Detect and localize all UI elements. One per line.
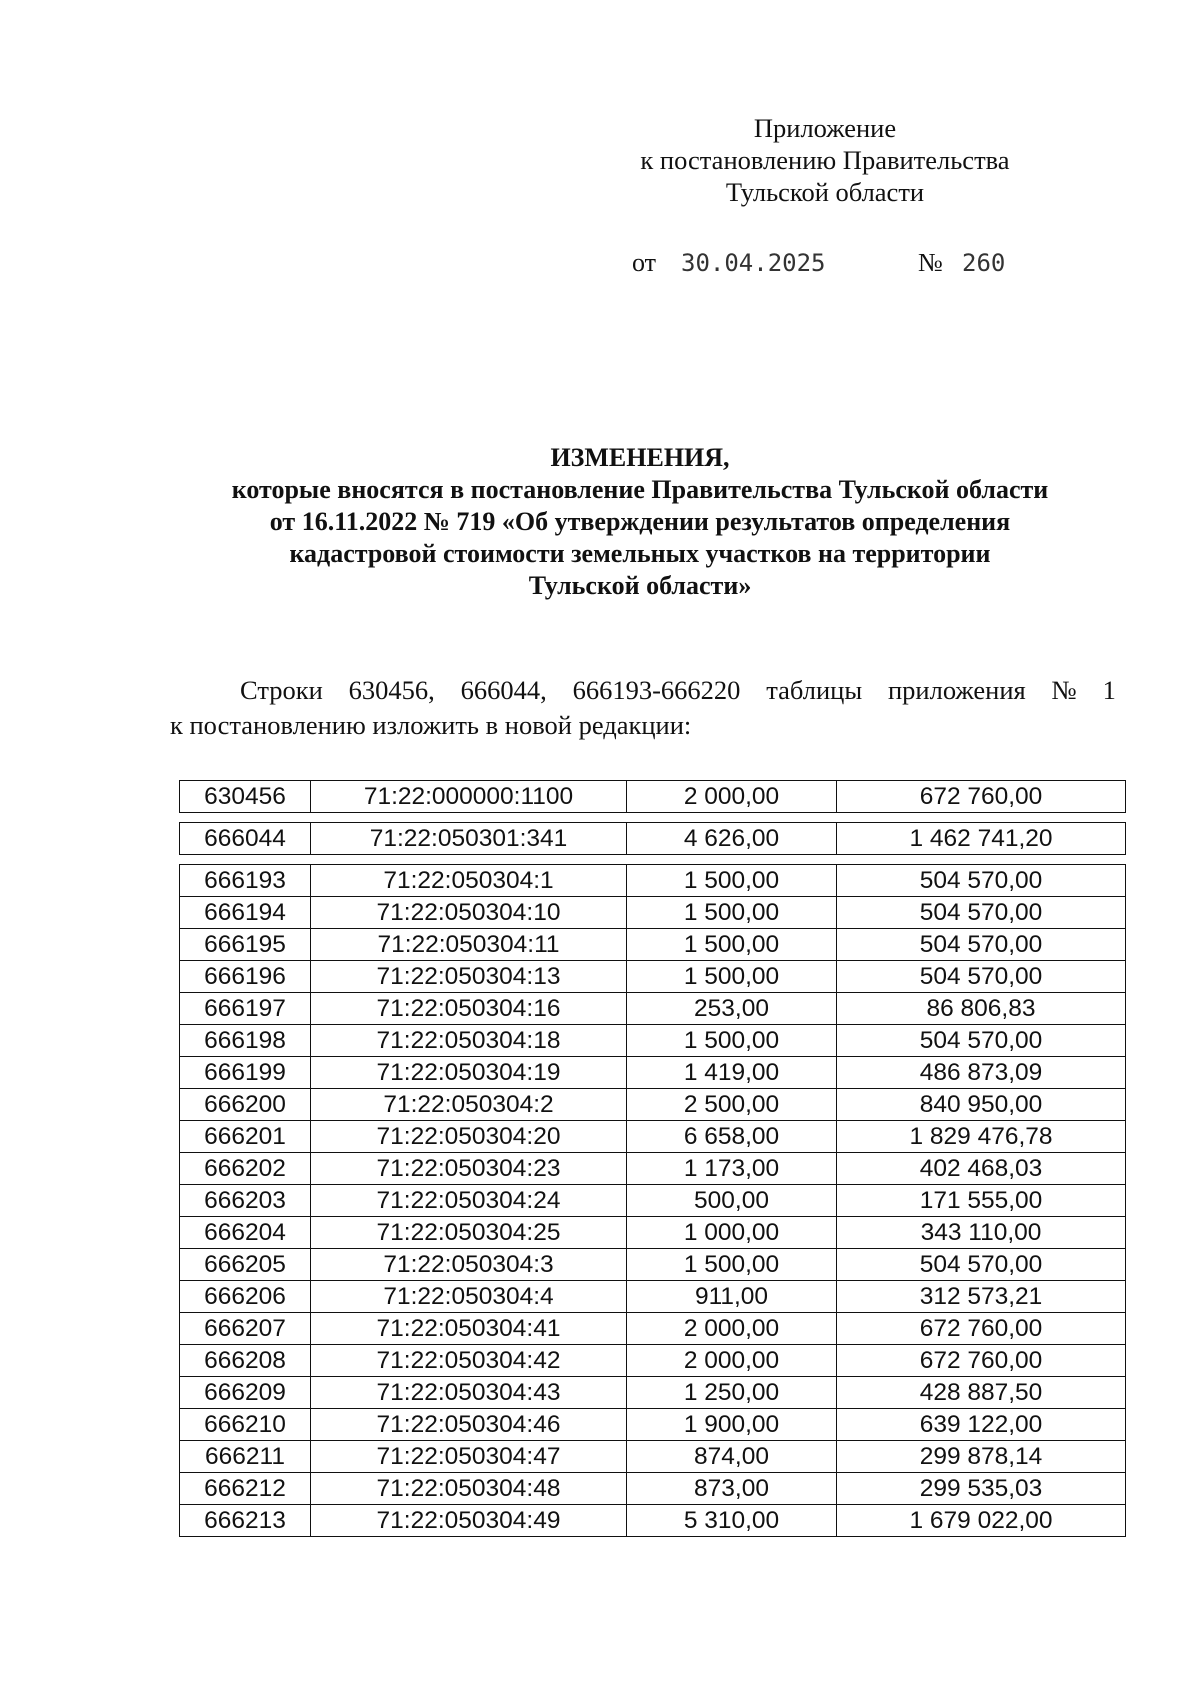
cell-row-number: 666213 xyxy=(180,1505,311,1537)
table-row xyxy=(180,1217,1126,1249)
cell-area: 1 419,00 xyxy=(627,1057,837,1089)
cell-row-number: 666205 xyxy=(180,1249,311,1281)
table-row xyxy=(180,1185,1126,1217)
cell-cadastral-value: 428 887,50 xyxy=(837,1377,1126,1409)
paragraph-line-2: к постановлению изложить в новой редакции: xyxy=(170,710,692,740)
cell-cadastral-value: 504 570,00 xyxy=(837,897,1126,929)
table-row xyxy=(180,1281,1126,1313)
cell-row-number: 666208 xyxy=(180,1345,311,1377)
cell-area: 253,00 xyxy=(627,993,837,1025)
cell-row-number: 666211 xyxy=(180,1441,311,1473)
cell-cadastral-number: 71:22:050304:3 xyxy=(311,1249,627,1281)
cell-row-number: 666210 xyxy=(180,1409,311,1441)
number-value: 260 xyxy=(962,249,1006,277)
cell-area: 4 626,00 xyxy=(627,823,837,855)
cell-row-number: 666207 xyxy=(180,1313,311,1345)
cell-cadastral-number: 71:22:050304:47 xyxy=(311,1441,627,1473)
paragraph-word: Строки xyxy=(240,675,323,705)
cell-cadastral-number: 71:22:050304:48 xyxy=(311,1473,627,1505)
cell-cadastral-number: 71:22:050304:11 xyxy=(311,929,627,961)
cell-area: 2 000,00 xyxy=(627,1345,837,1377)
table-row xyxy=(180,961,1126,993)
table-row xyxy=(180,1249,1126,1281)
cell-area: 5 310,00 xyxy=(627,1505,837,1537)
cell-cadastral-value: 486 873,09 xyxy=(837,1057,1126,1089)
cell-cadastral-value: 86 806,83 xyxy=(837,993,1126,1025)
number-label: № xyxy=(918,248,943,277)
table-row xyxy=(180,823,1126,855)
cell-area: 2 500,00 xyxy=(627,1089,837,1121)
cell-row-number: 666193 xyxy=(180,865,311,897)
cell-cadastral-number: 71:22:050304:2 xyxy=(311,1089,627,1121)
cell-cadastral-number: 71:22:050304:42 xyxy=(311,1345,627,1377)
cell-cadastral-number: 71:22:050301:341 xyxy=(311,823,627,855)
paragraph-word: таблицы xyxy=(766,675,863,705)
cell-cadastral-number: 71:22:050304:25 xyxy=(311,1217,627,1249)
table-row xyxy=(180,1153,1126,1185)
cell-area: 1 500,00 xyxy=(627,1025,837,1057)
cell-row-number: 666196 xyxy=(180,961,311,993)
cell-row-number: 666195 xyxy=(180,929,311,961)
data-table xyxy=(179,864,1126,1537)
cell-cadastral-value: 402 468,03 xyxy=(837,1153,1126,1185)
cell-cadastral-number: 71:22:050304:41 xyxy=(311,1313,627,1345)
appendix-header xyxy=(600,112,1050,208)
document-title xyxy=(160,442,1120,602)
cell-area: 911,00 xyxy=(627,1281,837,1313)
cell-row-number: 666204 xyxy=(180,1217,311,1249)
cell-area: 1 250,00 xyxy=(627,1377,837,1409)
data-table xyxy=(179,780,1126,813)
data-table xyxy=(179,822,1126,855)
cell-cadastral-value: 672 760,00 xyxy=(837,1313,1126,1345)
cell-row-number: 666194 xyxy=(180,897,311,929)
date-value: 30.04.2025 xyxy=(681,249,826,277)
table-row xyxy=(180,1441,1126,1473)
cell-row-number: 666198 xyxy=(180,1025,311,1057)
cell-cadastral-value: 299 535,03 xyxy=(837,1473,1126,1505)
table-row xyxy=(180,993,1126,1025)
paragraph-word: 666044, xyxy=(460,675,547,705)
cell-row-number: 666200 xyxy=(180,1089,311,1121)
paragraph-word: № xyxy=(1051,675,1077,705)
cell-cadastral-number: 71:22:050304:49 xyxy=(311,1505,627,1537)
cell-row-number: 666201 xyxy=(180,1121,311,1153)
table-row xyxy=(180,1313,1126,1345)
paragraph-word: 1 xyxy=(1102,675,1116,705)
cell-cadastral-value: 672 760,00 xyxy=(837,781,1126,813)
appendix-line: к постановлению Правительства xyxy=(640,145,1010,175)
table-row xyxy=(180,1089,1126,1121)
table-row xyxy=(180,929,1126,961)
table-row xyxy=(180,865,1126,897)
cell-cadastral-number: 71:22:050304:24 xyxy=(311,1185,627,1217)
cell-area: 2 000,00 xyxy=(627,781,837,813)
cell-cadastral-number: 71:22:050304:4 xyxy=(311,1281,627,1313)
appendix-line: Тульской области xyxy=(725,177,925,207)
cell-cadastral-value: 1 829 476,78 xyxy=(837,1121,1126,1153)
cell-cadastral-value: 1 679 022,00 xyxy=(837,1505,1126,1537)
table-row xyxy=(180,1025,1126,1057)
cell-cadastral-value: 312 573,21 xyxy=(837,1281,1126,1313)
title-line: Тульской области» xyxy=(528,571,752,600)
cell-row-number: 666206 xyxy=(180,1281,311,1313)
paragraph-word: 666193-666220 xyxy=(572,675,741,705)
cell-cadastral-number: 71:22:050304:16 xyxy=(311,993,627,1025)
cell-area: 1 500,00 xyxy=(627,961,837,993)
cell-cadastral-value: 299 878,14 xyxy=(837,1441,1126,1473)
cell-area: 500,00 xyxy=(627,1185,837,1217)
cell-cadastral-value: 504 570,00 xyxy=(837,929,1126,961)
cell-cadastral-number: 71:22:050304:18 xyxy=(311,1025,627,1057)
cell-row-number: 666209 xyxy=(180,1377,311,1409)
cell-cadastral-value: 840 950,00 xyxy=(837,1089,1126,1121)
cell-cadastral-number: 71:22:050304:46 xyxy=(311,1409,627,1441)
cell-area: 2 000,00 xyxy=(627,1313,837,1345)
cell-row-number: 666202 xyxy=(180,1153,311,1185)
cell-cadastral-value: 1 462 741,20 xyxy=(837,823,1126,855)
cell-row-number: 666197 xyxy=(180,993,311,1025)
cell-cadastral-value: 504 570,00 xyxy=(837,1025,1126,1057)
cell-area: 874,00 xyxy=(627,1441,837,1473)
title-line: которые вносятся в постановление Правительства Тульской области xyxy=(231,475,1049,504)
cell-row-number: 666212 xyxy=(180,1473,311,1505)
cell-area: 873,00 xyxy=(627,1473,837,1505)
cell-area: 1 500,00 xyxy=(627,865,837,897)
date-label: от xyxy=(632,248,657,277)
cell-cadastral-number: 71:22:050304:20 xyxy=(311,1121,627,1153)
cell-area: 1 900,00 xyxy=(627,1409,837,1441)
table-row xyxy=(180,897,1126,929)
cell-area: 1 173,00 xyxy=(627,1153,837,1185)
body-paragraph xyxy=(170,673,1116,743)
cell-area: 1 500,00 xyxy=(627,1249,837,1281)
cell-cadastral-number: 71:22:050304:43 xyxy=(311,1377,627,1409)
cell-cadastral-value: 504 570,00 xyxy=(837,961,1126,993)
paragraph-word: приложения xyxy=(887,675,1026,705)
table-row xyxy=(180,1409,1126,1441)
cell-cadastral-value: 171 555,00 xyxy=(837,1185,1126,1217)
paragraph-line-1 xyxy=(170,673,1116,708)
cell-cadastral-number: 71:22:000000:1100 xyxy=(311,781,627,813)
table-row xyxy=(180,1057,1126,1089)
cell-row-number: 666044 xyxy=(180,823,311,855)
cell-area: 1 500,00 xyxy=(627,897,837,929)
table-row xyxy=(180,1473,1126,1505)
cell-cadastral-value: 343 110,00 xyxy=(837,1217,1126,1249)
cell-area: 1 500,00 xyxy=(627,929,837,961)
cell-cadastral-value: 639 122,00 xyxy=(837,1409,1126,1441)
table-row xyxy=(180,1121,1126,1153)
cell-cadastral-number: 71:22:050304:10 xyxy=(311,897,627,929)
cell-cadastral-number: 71:22:050304:1 xyxy=(311,865,627,897)
cell-cadastral-value: 504 570,00 xyxy=(837,1249,1126,1281)
title-line: кадастровой стоимости земельных участков на территории xyxy=(289,539,991,568)
table-row xyxy=(180,781,1126,813)
title-line: ИЗМЕНЕНИЯ, xyxy=(550,443,730,472)
cell-row-number: 630456 xyxy=(180,781,311,813)
paragraph-word: 630456, xyxy=(348,675,435,705)
cell-cadastral-value: 504 570,00 xyxy=(837,865,1126,897)
cell-area: 6 658,00 xyxy=(627,1121,837,1153)
table-row xyxy=(180,1377,1126,1409)
cell-row-number: 666203 xyxy=(180,1185,311,1217)
cell-row-number: 666199 xyxy=(180,1057,311,1089)
cell-cadastral-number: 71:22:050304:13 xyxy=(311,961,627,993)
table-row xyxy=(180,1345,1126,1377)
cell-area: 1 000,00 xyxy=(627,1217,837,1249)
cell-cadastral-number: 71:22:050304:19 xyxy=(311,1057,627,1089)
cell-cadastral-value: 672 760,00 xyxy=(837,1345,1126,1377)
cell-cadastral-number: 71:22:050304:23 xyxy=(311,1153,627,1185)
title-line: от 16.11.2022 № 719 «Об утверждении результатов определения xyxy=(269,507,1011,536)
table-row xyxy=(180,1505,1126,1537)
appendix-line: Приложение xyxy=(753,113,897,143)
